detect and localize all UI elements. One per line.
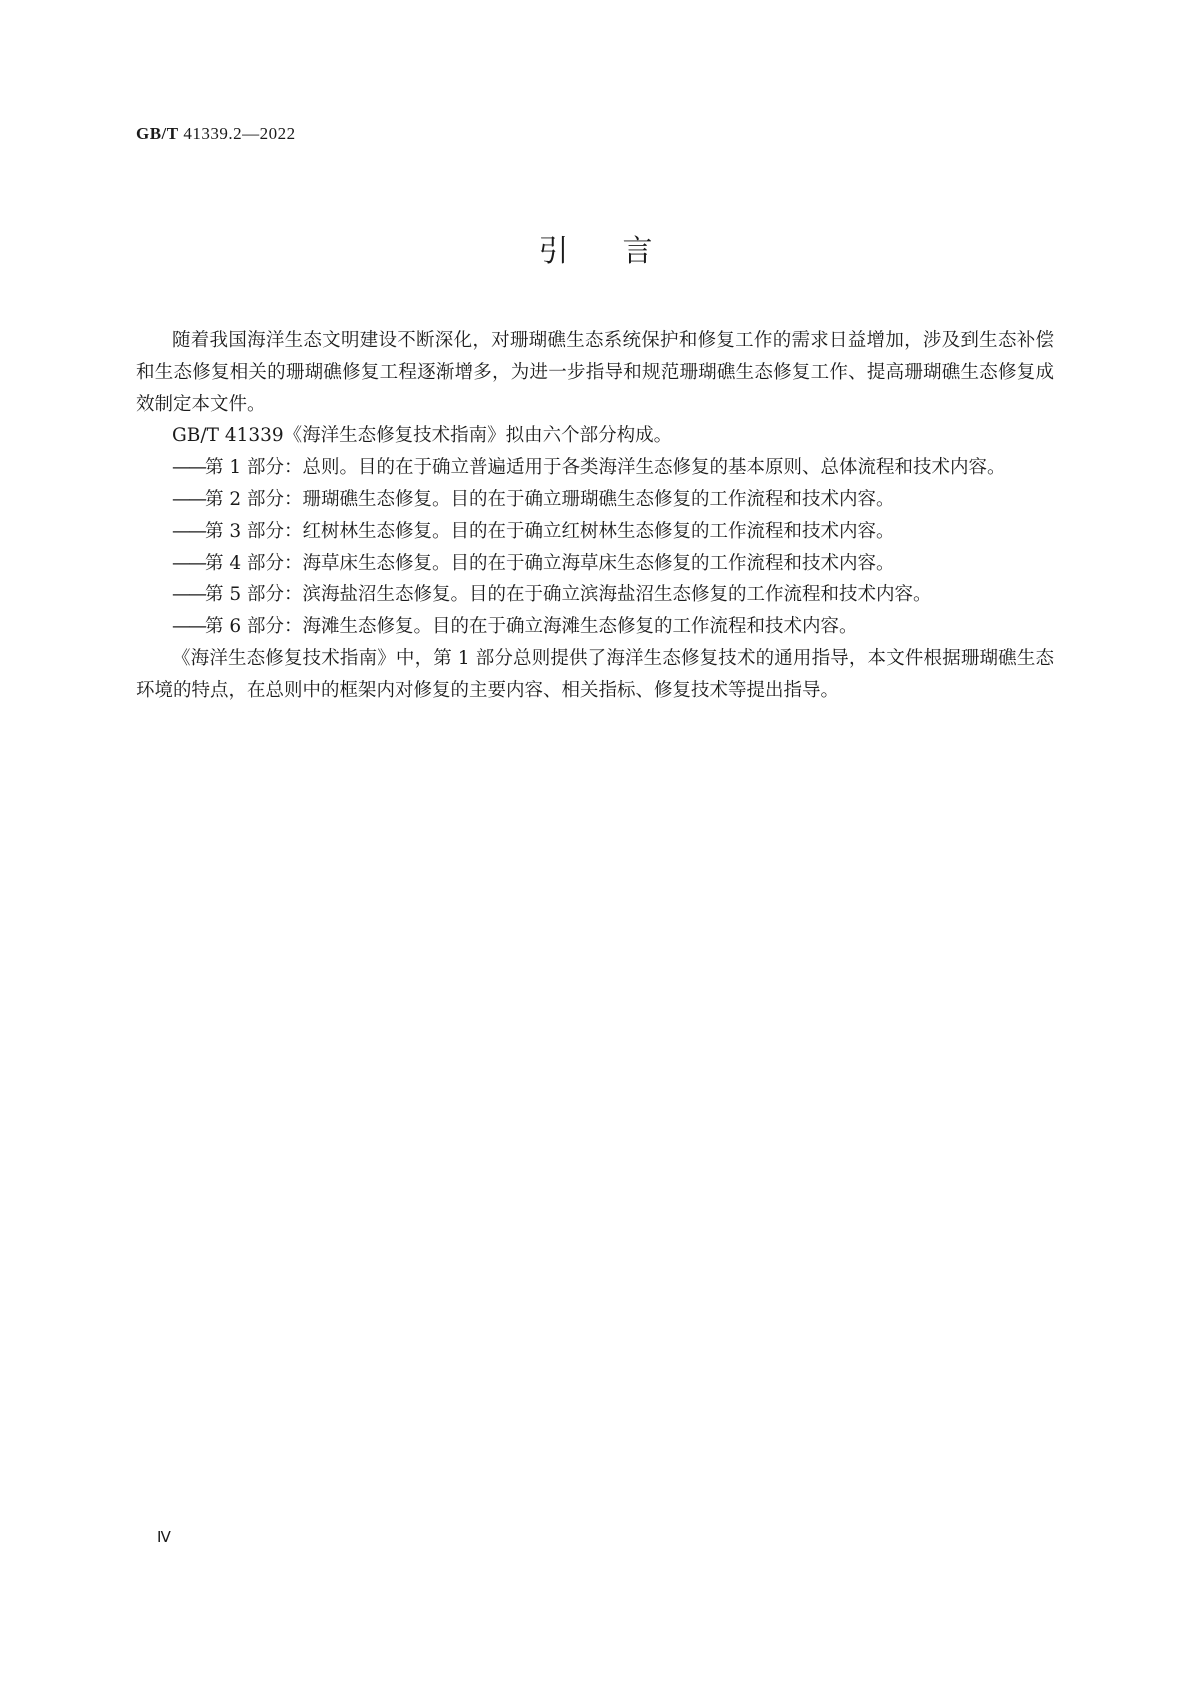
list-item (172, 452, 1054, 484)
page-number: Ⅳ (157, 1530, 171, 1546)
list-dash: —— (172, 488, 205, 510)
standard-prefix: GB/T (136, 124, 179, 143)
standard-code (136, 124, 296, 144)
list-dash: —— (172, 616, 205, 638)
standard-number: 41339.2—2022 (183, 124, 296, 143)
list-item-text: 第 4 部分：海草床生态修复。目的在于确立海草床生态修复的工作流程和技术内容。 (205, 552, 895, 574)
list-dash: —— (172, 457, 205, 479)
list-item (172, 579, 1054, 611)
list-item (172, 548, 1054, 580)
document-body (136, 325, 1054, 707)
list-item (172, 611, 1054, 643)
list-dash: —— (172, 520, 205, 542)
list-item (172, 484, 1054, 516)
list-item-text: 第 2 部分：珊瑚礁生态修复。目的在于确立珊瑚礁生态修复的工作流程和技术内容。 (205, 488, 895, 510)
list-item-text: 第 1 部分：总则。目的在于确立普遍适用于各类海洋生态修复的基本原则、总体流程和技术内容。 (205, 457, 1006, 479)
list-item-text: 第 3 部分：红树林生态修复。目的在于确立红树林生态修复的工作流程和技术内容。 (205, 520, 895, 542)
intro-paragraph: 随着我国海洋生态文明建设不断深化，对珊瑚礁生态系统保护和修复工作的需求日益增加，涉及到生态补偿和生态修复相关的珊瑚礁修复工程逐渐增多，为进一步指导和规范珊瑚礁生态修复工作、提高珊瑚礁生态修复成效制定本文件。 (136, 330, 1054, 415)
closing-paragraph: 《海洋生态修复技术指南》中，第 1 部分总则提供了海洋生态修复技术的通用指导，本文件根据珊瑚礁生态环境的特点，在总则中的框架内对修复的主要内容、相关指标、修复技术等提出指导。 (136, 647, 1054, 701)
structure-paragraph: GB/T 41339《海洋生态修复技术指南》拟由六个部分构成。 (172, 425, 673, 447)
list-dash: —— (172, 552, 205, 574)
list-dash: —— (172, 584, 205, 606)
page-title: 引言 (538, 234, 707, 269)
list-item (172, 516, 1054, 548)
list-item-text: 第 5 部分：滨海盐沼生态修复。目的在于确立滨海盐沼生态修复的工作流程和技术内容。 (205, 584, 932, 606)
list-item-text: 第 6 部分：海滩生态修复。目的在于确立海滩生态修复的工作流程和技术内容。 (205, 616, 858, 638)
